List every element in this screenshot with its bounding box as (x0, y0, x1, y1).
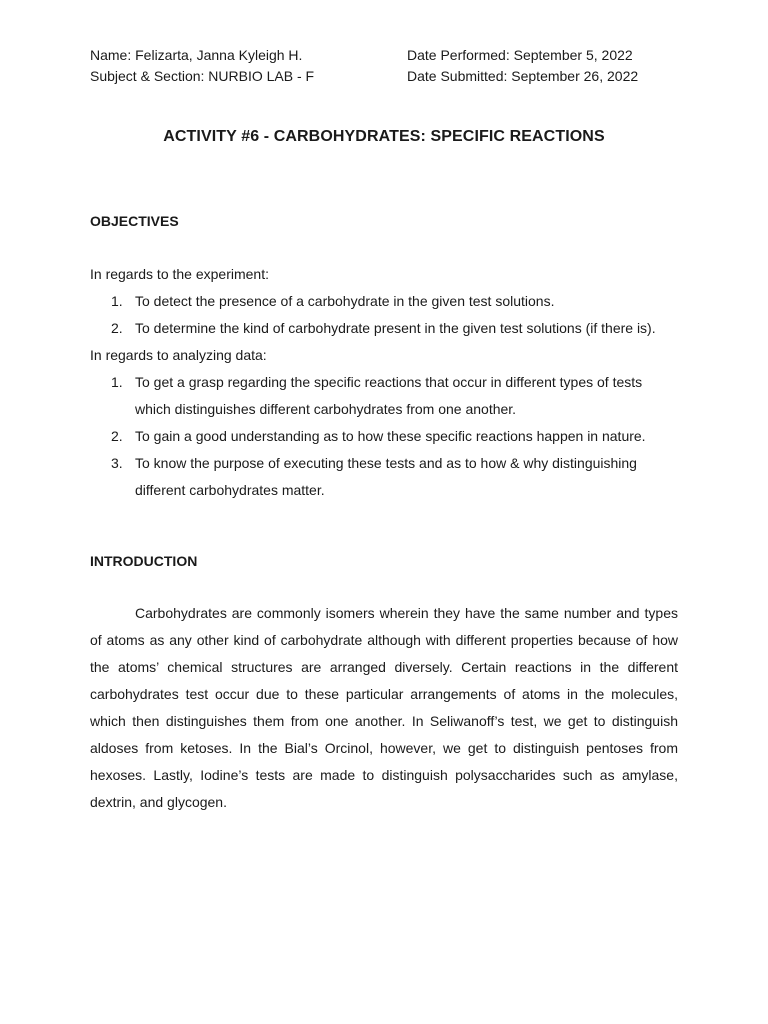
date-submitted: Date Submitted: September 26, 2022 (407, 68, 639, 84)
list-number: 2. (111, 428, 123, 444)
experiment-objectives-list (90, 288, 678, 342)
list-number: 3. (111, 455, 123, 471)
subject-section: Subject & Section: NURBIO LAB - F (90, 68, 315, 84)
date-performed: Date Performed: September 5, 2022 (407, 47, 633, 63)
objectives-heading: OBJECTIVES (90, 213, 179, 229)
list-item-text: To get a grasp regarding the specific reactions that occur in different types of tests which distinguishes different carbohydrates from one another. (135, 374, 643, 417)
list-item (90, 369, 678, 423)
list-item-text: To know the purpose of executing these tests and as to how & why distinguishing different carbohydrates matter. (135, 455, 637, 498)
list-number: 2. (111, 320, 123, 336)
list-item (90, 423, 678, 450)
header-row-1 (90, 45, 678, 66)
student-name: Name: Felizarta, Janna Kyleigh H. (90, 47, 303, 63)
list-item-text: To gain a good understanding as to how these specific reactions happen in nature. (135, 428, 646, 444)
introduction-heading: INTRODUCTION (90, 553, 198, 569)
list-number: 1. (111, 374, 123, 390)
analysis-objectives-list (90, 369, 678, 504)
list-item-text: To determine the kind of carbohydrate present in the given test solutions (if there is). (135, 320, 656, 336)
list-item (90, 450, 678, 504)
document-title: ACTIVITY #6 - CARBOHYDRATES: SPECIFIC REACTIONS (163, 128, 605, 145)
list-item (90, 315, 678, 342)
list-item (90, 288, 678, 315)
header-row-2 (90, 66, 678, 87)
list-number: 1. (111, 293, 123, 309)
introduction-paragraph: Carbohydrates are commonly isomers wherein they have the same number and types of atoms as any other kind of carbohydrate although with different properties because of how the atoms’ chemical structures are arranged diversely. Certain reactions in the different carbohydrates test occur due to these particular arrangements of atoms in the molecules, which then distinguishes them from one another. In Seliwanoff’s test, we get to distinguish aldoses from ketoses. In the Bial’s Orcinol, however, we get to distinguish pentoses from hexoses. Lastly, Iodine’s tests are made to distinguish polysaccharides such as amylase, dextrin, and glycogen. (90, 605, 678, 810)
experiment-lead: In regards to the experiment: (90, 266, 269, 282)
analysis-lead: In regards to analyzing data: (90, 347, 267, 363)
list-item-text: To detect the presence of a carbohydrate in the given test solutions. (135, 293, 555, 309)
